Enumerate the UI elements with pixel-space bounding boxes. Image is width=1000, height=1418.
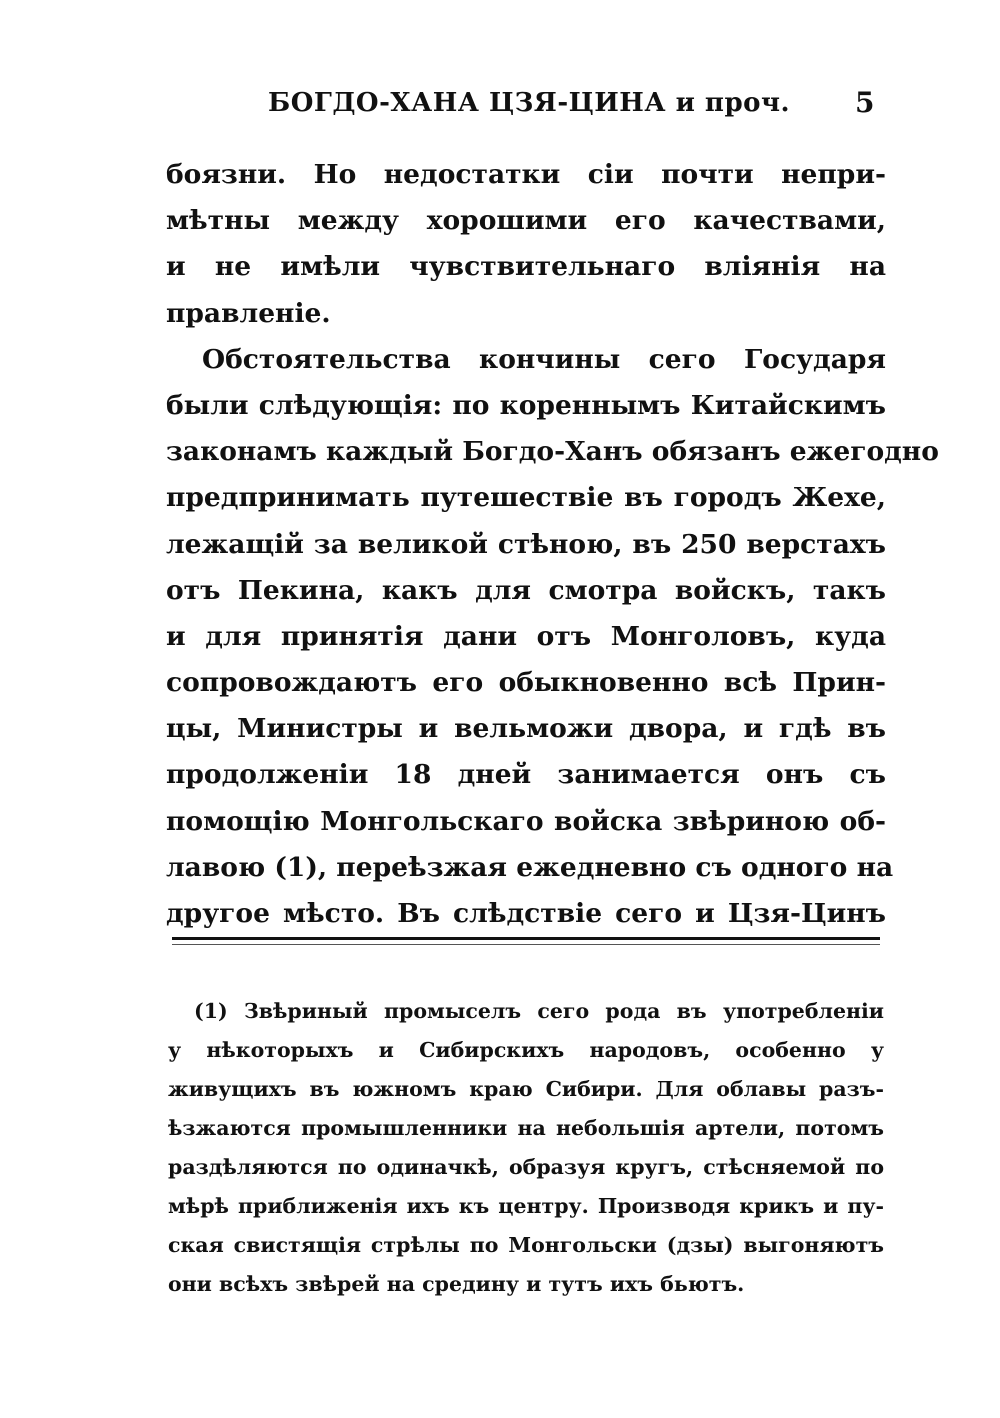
text-line: другое мѣсто. Въ слѣдствiе сего и Цзя-Цинъ: [166, 898, 886, 929]
footnote: [168, 992, 884, 1304]
paragraph-start-line: Обстоятельства кончины сего Государя: [202, 343, 886, 375]
footnote-line: мѣрѣ приближенiя ихъ къ центру. Производя крикъ и пу-: [168, 1194, 884, 1218]
text-line: помощiю Монгольскаго войска звѣриною об-: [166, 805, 886, 837]
footnote-line: живущихъ въ южномъ краю Сибири. Для облавы разъ-: [168, 1077, 884, 1101]
text-line: законамъ каждый Богдо-Ханъ обязанъ ежегодно: [166, 436, 939, 468]
text-line: и не имѣли чувствительнаго влiянiя на: [166, 251, 886, 283]
text-line: и для принятiя дани отъ Монголовъ, куда: [166, 620, 886, 652]
text-line: цы, Министры и вельможи двора, и гдѣ въ: [166, 713, 886, 745]
text-line: мѣтны между хорошими его качествами,: [166, 205, 886, 237]
text-line: были слѣдующiя: по кореннымъ Китайскимъ: [166, 389, 886, 421]
footnote-line: они всѣхъ звѣрей на средину и тутъ ихъ бьютъ.: [168, 1272, 745, 1296]
text-line: отъ Пекина, какъ для смотра войскъ, такъ: [166, 574, 886, 606]
text-line: предпринимать путешествiе въ городъ Жехе,: [166, 482, 886, 514]
footnote-line: раздѣляются по одиначкѣ, образуя кругъ, стѣсняемой по: [168, 1155, 884, 1179]
text-line: сопровождаютъ его обыкновенно всѣ Прин-: [166, 667, 886, 699]
footnote-separator-thin-rule: [172, 944, 880, 945]
text-line: продолженiи 18 дней занимается онъ съ: [166, 759, 886, 791]
footnote-line: (1) Звѣриный промыселъ сего рода въ употребленiи: [194, 999, 884, 1023]
footnote-line: ѣзжаются промышленники на небольшiя артели, потомъ: [168, 1116, 884, 1140]
page-number: 5: [855, 86, 875, 119]
footnote-separator-rule: [172, 937, 880, 940]
main-text: [166, 152, 939, 937]
text-line: лежащiй за великой стѣною, въ 250 верстахъ: [166, 528, 886, 560]
text-line: боязни. Но недостатки сiи почти непри-: [166, 159, 886, 190]
text-line: лавою (1), переѣзжая ежедневно съ одного на: [166, 851, 894, 883]
footnote-line: у нѣкоторыхъ и Сибирскихъ народовъ, особенно у: [168, 1038, 884, 1062]
running-head: БОГДО-ХАНА ЦЗЯ-ЦИНА и проч.: [268, 88, 791, 118]
footnote-line: ская свистящiя стрѣлы по Монгольски (дзы) выгоняютъ: [168, 1233, 884, 1257]
text-line: правленiе.: [166, 297, 331, 329]
